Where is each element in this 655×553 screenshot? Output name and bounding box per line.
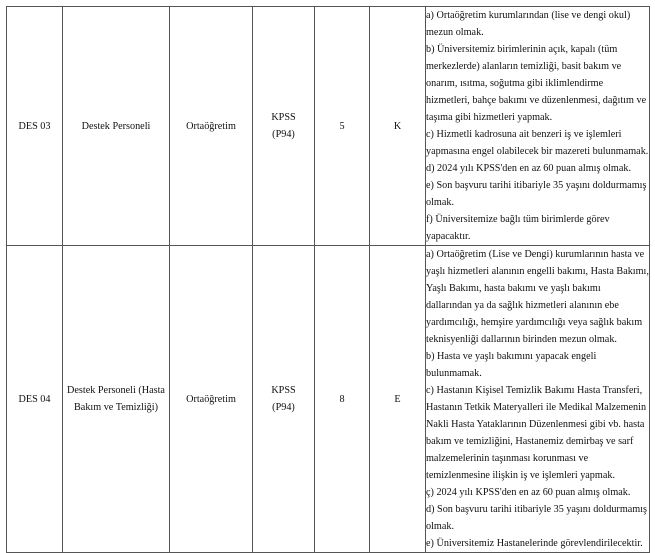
kpss-text: KPSS (P94) — [271, 112, 296, 140]
table-row — [7, 7, 650, 246]
gender: E — [370, 246, 426, 553]
position-code: DES 04 — [7, 246, 63, 553]
condition-item: ç) 2024 yılı KPSS'den en az 60 puan almış olmak. — [426, 487, 631, 498]
position-title: Destek Personeli (Hasta Bakım ve Temizliği) — [63, 246, 170, 553]
conditions-cell — [426, 7, 650, 246]
condition-item: e) Üniversitemiz Hastanelerinde görevlendirilecektir. — [426, 538, 643, 549]
gender: K — [370, 7, 426, 246]
kpss-text: KPSS (P94) — [271, 385, 296, 413]
condition-item: a) Ortaöğretim kurumlarından (lise ve dengi okul) mezun olmak. — [426, 10, 631, 38]
position-code: DES 03 — [7, 7, 63, 246]
condition-item: e) Son başvuru tarihi itibariyle 35 yaşını doldurmamış olmak. — [426, 180, 647, 208]
positions-table — [6, 6, 650, 553]
position-title: Destek Personeli — [63, 7, 170, 246]
condition-item: c) Hastanın Kişisel Temizlik Bakımı Hasta Transferi, Hastanın Tetkik Materyalleri ile Medikal Malzemenin Nakli Hasta Yataklarının Düzenlenmesi gibi vb. hasta bakım ve temizliğini, Hastanemiz demirbaş ve sarf malzemelerinin taşınması korunması ve temizlenmesine ilişkin iş ve işlemleri yapmak. — [426, 385, 647, 481]
conditions-cell — [426, 246, 650, 553]
condition-item: d) 2024 yılı KPSS'den en az 60 puan almış olmak. — [426, 163, 631, 174]
kpss-score-type — [253, 7, 315, 246]
condition-item: f) Üniversitemize bağlı tüm birimlerde görev yapacaktır. — [426, 214, 610, 242]
condition-item: b) Üniversitemiz birimlerinin açık, kapalı (tüm merkezlerde) alanların temizliği, basit bakım ve onarım, ısıtma, soğutma gibi iklimlendirme hizmetleri, bahçe bakımı ve düzenlenmesi, dağıtım ve taşıma gibi hizmetleri yapmak. — [426, 44, 647, 123]
kpss-score-type — [253, 246, 315, 553]
position-quantity: 8 — [315, 246, 370, 553]
table-row — [7, 246, 650, 553]
condition-item: a) Ortaöğretim (Lise ve Dengi) kurumlarının hasta ve yaşlı hizmetleri alanının engelli bakımı, Hasta Bakımı, Yaşlı Bakımı, hasta bakımı ve yaşlı bakımı dallarından ya da sağlık hizmetleri alanının ebe yardımcılığı, hemşire yardımcılığı veya sağlık bakım teknisyenliği dallarının birinden mezun olmak. — [426, 249, 649, 345]
position-quantity: 5 — [315, 7, 370, 246]
condition-item: d) Son başvuru tarihi itibariyle 35 yaşını doldurmamış olmak. — [426, 504, 647, 532]
education-level: Ortaöğretim — [170, 7, 253, 246]
education-level: Ortaöğretim — [170, 246, 253, 553]
condition-item: c) Hizmetli kadrosuna ait benzeri iş ve işlemleri yapmasına engel olabilecek bir mazereti bulunmamak. — [426, 129, 649, 157]
condition-item: b) Hasta ve yaşlı bakımını yapacak engeli bulunmamak. — [426, 351, 597, 379]
